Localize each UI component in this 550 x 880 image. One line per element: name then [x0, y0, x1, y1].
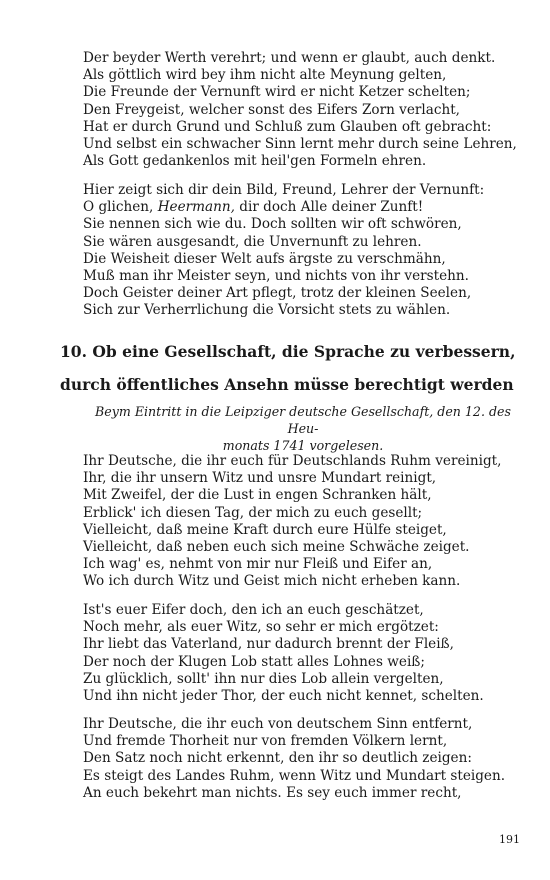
verse-line: Den Freygeist, welcher sonst des Eifers Zorn verlacht,	[83, 101, 461, 118]
verse-text: O glichen,	[83, 199, 158, 216]
verse-line: Und fremde Thorheit nur von fremden Völkern lernt,	[83, 733, 448, 750]
verse-line: Die Weisheit dieser Welt aufs ärgste zu verschmähn,	[83, 250, 446, 267]
verse-line: Hier zeigt sich dir dein Bild, Freund, Lehrer der Vernunft:	[83, 182, 485, 198]
verse-line: Ich wag' es, nehmt von mir nur Fleiß und Eifer an,	[83, 556, 433, 573]
verse-line: Die Freunde der Vernunft wird er nicht Ketzer schelten;	[83, 84, 471, 101]
verse-line: Hat er durch Grund und Schluß zum Glauben oft gebracht:	[83, 118, 492, 135]
verse-line: Vielleicht, daß neben euch sich meine Schwäche zeiget.	[83, 539, 470, 556]
verse-line: Sie nennen sich wie du. Doch sollten wir oft schwören,	[83, 216, 462, 233]
verse-line: Und selbst ein schwacher Sinn lernt mehr durch seine Lehren,	[83, 136, 517, 153]
verse-line: Muß man ihr Meister seyn, und nichts von ihr verstehn.	[83, 268, 469, 285]
verse-line: Ist's euer Eifer doch, den ich an euch geschätzet,	[83, 602, 424, 618]
verse-line: Noch mehr, als euer Witz, so sehr er mich ergötzet:	[83, 619, 439, 636]
verse-line: Sich zur Verherrlichung die Vorsicht stets zu wählen.	[83, 302, 451, 319]
verse-line: Wo ich durch Witz und Geist mich nicht erheben kann.	[83, 573, 461, 590]
poem-stanza	[83, 50, 523, 170]
verse-line: Als göttlich wird bey ihm nicht alte Meynung gelten,	[83, 67, 447, 84]
verse-text: dir doch Alle deiner Zunft!	[234, 199, 424, 216]
page-number: 191	[499, 833, 520, 846]
verse-line: Doch Geister deiner Art pflegt, trotz der kleinen Seelen,	[83, 285, 472, 302]
verse-line: Ihr Deutsche, die ihr euch von deutschem Sinn entfernt,	[83, 716, 473, 732]
verse-line: Zu glücklich, sollt' ihn nur dies Lob allein vergelten,	[83, 670, 444, 687]
section-heading: 10. Ob eine Gesellschaft, die Sprache zu verbessern,	[60, 342, 516, 361]
verse-line: Und ihn nicht jeder Thor, der euch nicht kennet, schelten.	[83, 688, 484, 705]
verse-line: Sie wären ausgesandt, die Unvernunft zu lehren.	[83, 233, 422, 250]
verse-line: Der noch der Klugen Lob statt alles Lohnes weiß;	[83, 653, 425, 670]
poem-stanza	[83, 602, 523, 705]
subtitle-line: Beym Eintritt in die Leipziger deutsche Gesellschaft, den 12. des Heu-	[95, 404, 511, 436]
person-name: Heermann,	[157, 199, 235, 216]
verse-line: An euch bekehrt man nichts. Es sey euch immer recht,	[83, 784, 462, 801]
verse-line: Vielleicht, daß meine Kraft durch eure Hülfe steiget,	[83, 521, 447, 538]
verse-line	[83, 199, 523, 216]
section-subtitle	[83, 403, 523, 454]
subtitle-line: monats 1741 vorgelesen.	[222, 438, 384, 453]
poem-stanza	[83, 182, 523, 320]
verse-line: Mit Zweifel, der die Lust in engen Schranken hält,	[83, 487, 432, 504]
section-heading: durch öffentliches Ansehn müsse berechtigt werden	[60, 375, 514, 394]
verse-line: Ihr, die ihr unsern Witz und unsre Mundart reinigt,	[83, 470, 437, 487]
verse-line: Als Gott gedankenlos mit heil'gen Formeln ehren.	[83, 153, 427, 170]
verse-line: Der beyder Werth verehrt; und wenn er glaubt, auch denkt.	[83, 50, 496, 66]
verse-line: Erblick' ich diesen Tag, der mich zu euch gesellt;	[83, 504, 423, 521]
poem-stanza	[83, 453, 523, 591]
poem-stanza	[83, 716, 523, 802]
verse-line: Den Satz noch nicht erkennt, den ihr so deutlich zeigen:	[83, 750, 472, 767]
verse-line: Ihr liebt das Vaterland, nur dadurch brennt der Fleiß,	[83, 636, 454, 653]
verse-line: Ihr Deutsche, die ihr euch für Deutschlands Ruhm vereinigt,	[83, 453, 502, 469]
verse-line: Es steigt des Landes Ruhm, wenn Witz und Mundart steigen.	[83, 767, 506, 784]
